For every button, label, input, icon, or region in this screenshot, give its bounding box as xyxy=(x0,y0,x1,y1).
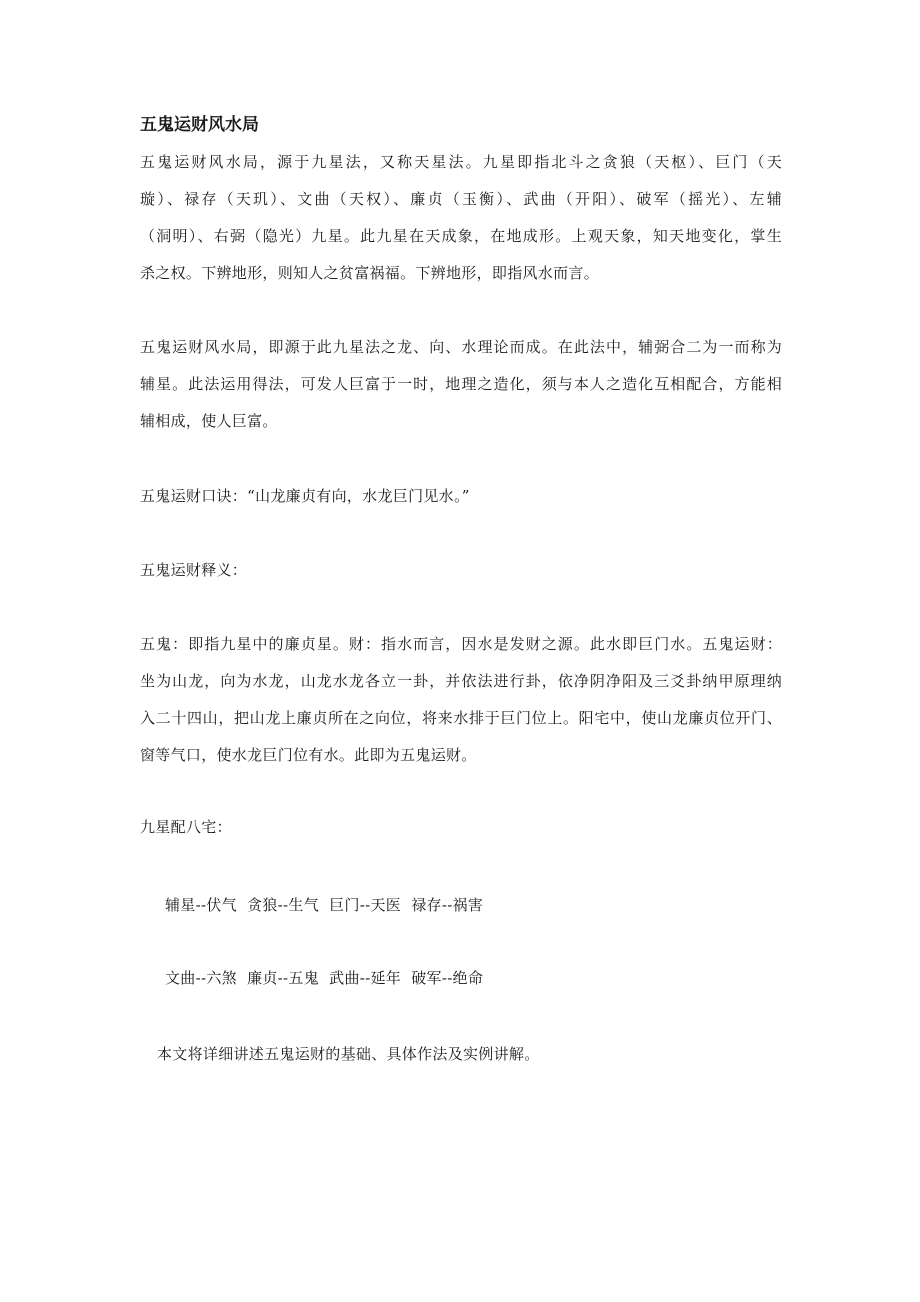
star-pairs-line: 辅星--伏气 贪狼--生气 巨门--天医 禄存--祸害 xyxy=(165,896,484,914)
eight-houses-heading: 九星配八宅： xyxy=(140,818,232,836)
paragraph-line: 坐为山龙，向为水龙，山龙水龙各立一卦，并依法进行卦，依净阴净阳及三爻卦纳甲原理纳 xyxy=(140,672,782,690)
paragraph-line: （洞明）、右弼（隐光）九星。此九星在天成象，在地成形。上观天象，知天地变化，掌生 xyxy=(140,227,782,245)
paragraph-line: 入二十四山，把山龙上廉贞所在之向位，将来水排于巨门位上。阳宅中，使山龙廉贞位开门、 xyxy=(140,709,782,727)
paragraph-line: 五鬼运财风水局，即源于此九星法之龙、向、水理论而成。在此法中，辅弼合二为一而称为 xyxy=(140,338,782,356)
paragraph-line: 璇）、禄存（天玑）、文曲（天权）、廉贞（玉衡）、武曲（开阳）、破军（摇光）、左辅 xyxy=(140,190,782,208)
verse-line: 五鬼运财口诀：“山龙廉贞有向，水龙巨门见水。” xyxy=(140,487,470,505)
star-pairs-line: 文曲--六煞 廉贞--五鬼 武曲--延年 破军--绝命 xyxy=(165,969,484,987)
paragraph-nine-stars xyxy=(140,144,782,292)
closing-line: 本文将详细讲述五鬼运财的基础、具体作法及实例讲解。 xyxy=(157,1045,540,1063)
paragraph-line: 辅相成，使人巨富。 xyxy=(140,412,278,430)
paragraph-line: 五鬼：即指九星中的廉贞星。财：指水而言，因水是发财之源。此水即巨门水。五鬼运财： xyxy=(140,635,782,653)
explain-heading: 五鬼运财释义： xyxy=(140,561,248,579)
paragraph-line: 窗等气口，使水龙巨门位有水。此即为五鬼运财。 xyxy=(140,746,477,764)
paragraph-origin xyxy=(140,329,782,440)
paragraph-line: 辅星。此法运用得法，可发人巨富于一时，地理之造化，须与本人之造化互相配合，方能相 xyxy=(140,375,782,393)
paragraph-line: 五鬼运财风水局，源于九星法，又称天星法。九星即指北斗之贪狼（天枢）、巨门（天 xyxy=(140,153,782,171)
document-title: 五鬼运财风水局 xyxy=(140,115,259,135)
paragraph-explanation xyxy=(140,626,782,774)
paragraph-line: 杀之权。下辨地形，则知人之贫富祸福。下辨地形，即指风水而言。 xyxy=(140,264,600,282)
